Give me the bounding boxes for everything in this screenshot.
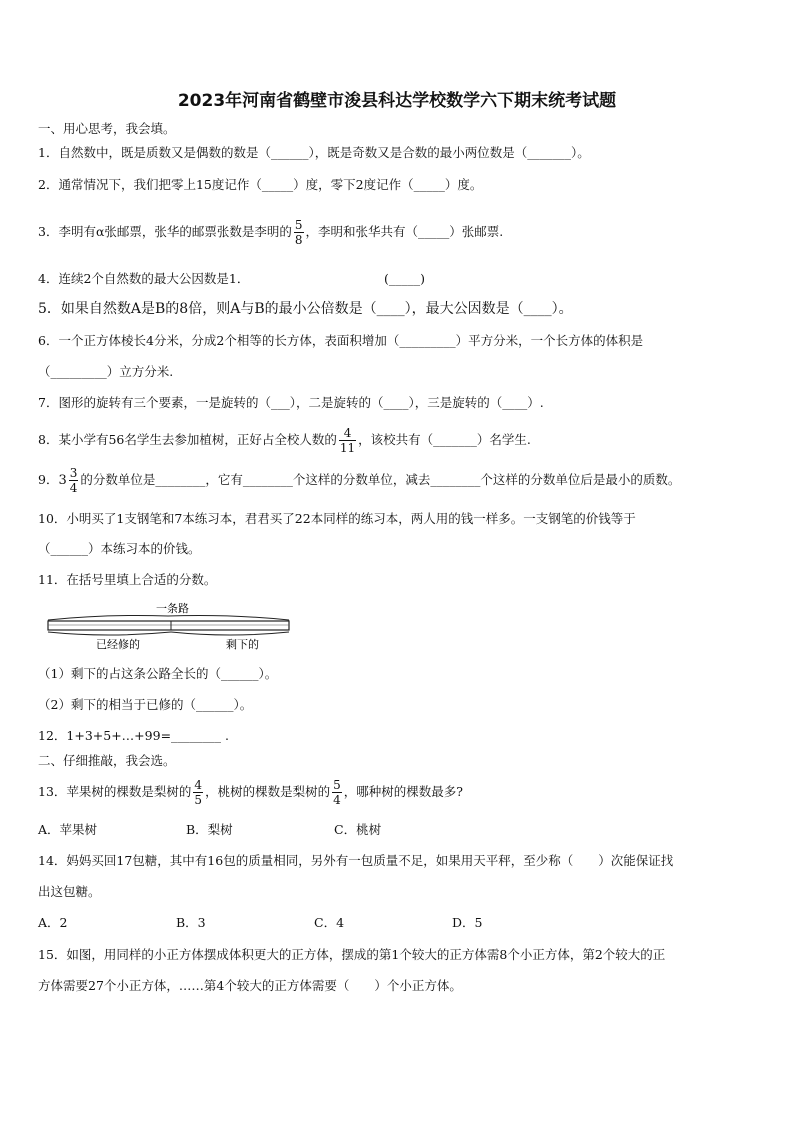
question-4 xyxy=(38,270,426,288)
question-14-line-1: 14．妈妈买回17包糖，其中有16包的质量相同，另外有一包质量不足，如果用天平秤，至少称（ ）次能保证找 xyxy=(38,853,674,868)
question-14-options xyxy=(38,914,482,932)
section-2-heading: 二、仔细推敲，我会选。 xyxy=(38,753,176,768)
question-11-stem: 11．在括号里填上合适的分数。 xyxy=(38,572,217,587)
question-13-text-b: ，桃树的棵数是梨树的 xyxy=(205,784,331,799)
fraction-denominator: 4 xyxy=(333,793,341,807)
question-10-line-1: 10．小明买了1支钢笔和7本练习本，君君买了22本同样的练习本，两人用的钱一样多。一支钢笔的价钱等于 xyxy=(38,511,636,526)
question-6-line-2: （_________）立方分米. xyxy=(38,364,174,379)
fraction-5-4 xyxy=(332,779,342,806)
question-4-text: 4．连续2个自然数的最大公因数是1． xyxy=(38,271,250,286)
mixed-number-3-3-4 xyxy=(58,462,80,499)
question-12: 12．1+3+5+…+99=________ . xyxy=(38,728,229,743)
road-brace-right xyxy=(171,632,289,635)
fraction-4-11 xyxy=(339,427,356,454)
question-3-text-b: ，李明和张华共有（_____）张邮票. xyxy=(305,224,504,239)
option-a[interactable]: A．苹果树 xyxy=(38,822,98,837)
road-label-left: 已经修的 xyxy=(96,638,140,651)
question-6-line-1: 6．一个正方体棱长4分米，分成2个相等的长方体，表面积增加（_________）平方分米，一个长方体的体积是 xyxy=(38,333,644,348)
question-15-line-2: 方体需要27个小正方体，……第4个较大的正方体需要（ ）个小正方体。 xyxy=(38,978,462,993)
road-brace-left xyxy=(48,632,171,635)
question-4-blank: (_____) xyxy=(384,271,426,286)
option-c[interactable]: C．桃树 xyxy=(334,822,382,837)
fraction-numerator: 3 xyxy=(69,466,78,480)
road-label-right: 剩下的 xyxy=(226,638,259,651)
fraction-numerator: 4 xyxy=(194,778,203,792)
question-11-part-2: （2）剩下的相当于已修的（______）。 xyxy=(38,697,253,712)
question-15-line-1: 15．如图，用同样的小正方体摆成体积更大的正方体，摆成的第1个较大的正方体需8个小正方体，第2个较大的正 xyxy=(38,947,666,962)
option-c[interactable]: C．4 xyxy=(314,915,345,930)
fraction-denominator: 11 xyxy=(339,441,356,455)
question-8-text-a: 8．某小学有56名学生去参加植树，正好占全校人数的 xyxy=(38,432,337,447)
question-8 xyxy=(38,422,531,458)
road-label-top: 一条路 xyxy=(156,602,189,615)
fraction-numerator: 5 xyxy=(333,778,341,792)
mixed-whole: 3 xyxy=(58,473,67,488)
mixed-fraction xyxy=(69,467,79,494)
road-brace-top xyxy=(48,616,289,621)
fraction-numerator: 4 xyxy=(339,427,356,441)
question-9-text: 的分数单位是________，它有________个这样的分数单位，减去________个这样的分数单位后是最小的质数。 xyxy=(80,472,681,487)
fraction-denominator: 4 xyxy=(69,481,78,495)
question-3 xyxy=(38,214,503,250)
question-13-text-a: 13．苹果树的棵数是梨树的 xyxy=(38,784,192,799)
question-9 xyxy=(38,462,680,499)
fraction-denominator: 8 xyxy=(294,233,303,247)
question-1: 1．自然数中，既是质数又是偶数的数是（______），既是奇数又是合数的最小两位数是（_______）。 xyxy=(38,145,590,160)
question-13 xyxy=(38,774,463,810)
question-13-text-c: ，哪种树的棵数最多? xyxy=(343,784,463,799)
question-9-number: 9． xyxy=(38,472,59,487)
page-title: 2023年河南省鹤壁市浚县科达学校数学六下期末统考试题 xyxy=(177,91,617,111)
question-3-text-a: 3．李明有α张邮票，张华的邮票张数是李明的 xyxy=(38,224,292,239)
question-13-options xyxy=(38,821,381,839)
question-11-part-1: （1）剩下的占这条公路全长的（______）。 xyxy=(38,666,278,681)
question-14-line-2: 出这包糖。 xyxy=(38,884,101,899)
option-a[interactable]: A．2 xyxy=(38,915,68,930)
question-8-text-b: ，该校共有（_______）名学生. xyxy=(358,432,531,447)
option-d[interactable]: D．5 xyxy=(452,915,483,930)
question-7: 7．图形的旋转有三个要素，一是旋转的（___），二是旋转的（____），三是旋转的（____）. xyxy=(38,395,544,410)
option-b[interactable]: B．梨树 xyxy=(186,822,233,837)
fraction-5-8 xyxy=(294,219,304,246)
section-1-heading: 一、用心思考，我会填。 xyxy=(38,121,176,136)
option-b[interactable]: B．3 xyxy=(176,915,206,930)
road-bar xyxy=(48,621,289,630)
question-2: 2．通常情况下，我们把零上15度记作（_____）度，零下2度记作（_____）度。 xyxy=(38,177,483,192)
fraction-denominator: 5 xyxy=(194,793,203,807)
question-5: 5．如果自然数A是B的8倍，则A与B的最小公倍数是（____），最大公因数是（____）。 xyxy=(38,301,573,317)
fraction-numerator: 5 xyxy=(294,218,303,232)
fraction-4-5 xyxy=(193,779,203,806)
question-10-line-2: （______）本练习本的价钱。 xyxy=(38,541,201,556)
road-diagram xyxy=(46,602,291,652)
